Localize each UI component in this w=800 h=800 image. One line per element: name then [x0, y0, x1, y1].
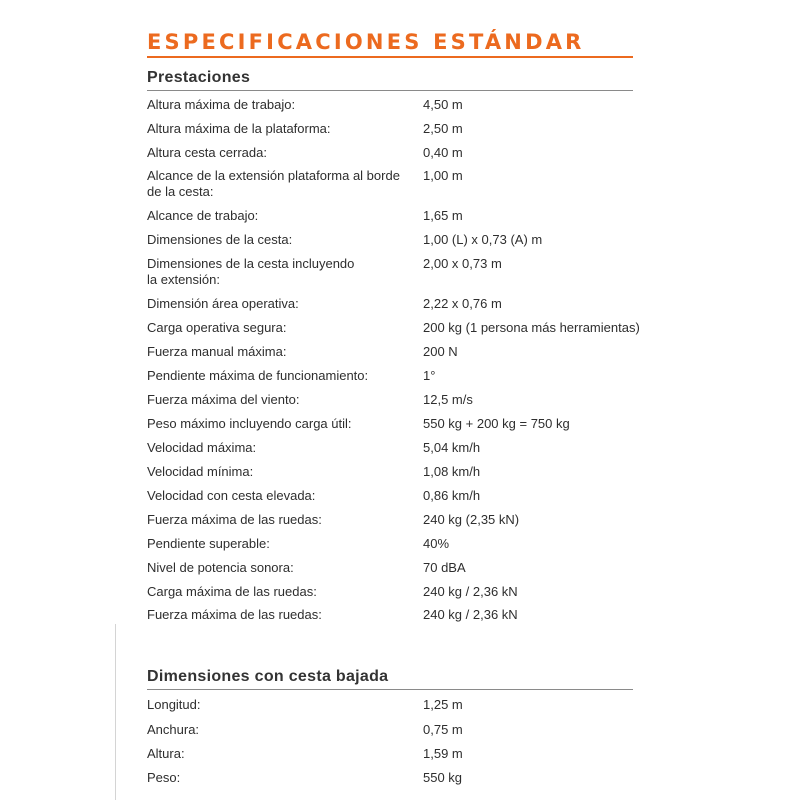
spec-value: 0,40 m: [423, 145, 463, 160]
spec-value: 5,04 km/h: [423, 440, 481, 455]
spec-value: 550 kg + 200 kg = 750 kg: [423, 416, 570, 431]
section-dimensiones: [147, 667, 633, 794]
spec-value: 240 kg / 2,36 kN: [423, 584, 518, 599]
spec-row: [147, 607, 633, 630]
spec-value: 200 kg (1 persona más herramientas): [423, 320, 640, 335]
spec-label: Alcance de la extensión plataforma al borde de la cesta:: [147, 168, 400, 199]
spec-row: [147, 440, 633, 464]
spec-value: 1,08 km/h: [423, 464, 481, 479]
section-prestaciones: [147, 68, 640, 630]
title-underline: [147, 56, 633, 58]
spec-label: Longitud:: [147, 697, 201, 712]
spec-label: Velocidad máxima:: [147, 440, 257, 455]
spec-row: [147, 296, 633, 320]
spec-value: 12,5 m/s: [423, 392, 473, 407]
spec-label: Pendiente máxima de funcionamiento:: [147, 368, 369, 383]
section-heading: Dimensiones con cesta bajada: [147, 667, 633, 690]
spec-label: Fuerza máxima de las ruedas:: [147, 607, 322, 622]
spec-label: Dimensiones de la cesta incluyendo la extensión:: [147, 256, 355, 287]
spec-value: 1,65 m: [423, 208, 463, 223]
spec-label: Altura máxima de la plataforma:: [147, 121, 331, 136]
page-title: ESPECIFICACIONES ESTÁNDAR: [147, 30, 585, 54]
spec-value: 1,59 m: [423, 746, 463, 761]
margin-divider: [115, 624, 116, 800]
spec-value: 240 kg / 2,36 kN: [423, 607, 518, 622]
spec-label: Nivel de potencia sonora:: [147, 560, 294, 575]
spec-row: [147, 168, 633, 208]
spec-row: [147, 746, 633, 770]
spec-row: [147, 97, 633, 121]
spec-value: 200 N: [423, 344, 458, 359]
spec-value: 240 kg (2,35 kN): [423, 512, 520, 527]
spec-label: Altura:: [147, 746, 185, 761]
spec-label: Altura cesta cerrada:: [147, 145, 267, 160]
spec-label: Fuerza máxima del viento:: [147, 392, 300, 407]
section-heading: Prestaciones: [147, 68, 633, 91]
spec-value: 1°: [423, 368, 436, 383]
spec-row: [147, 232, 633, 256]
spec-label: Pendiente superable:: [147, 536, 270, 551]
spec-row: [147, 584, 633, 607]
spec-value: 40%: [423, 536, 450, 551]
spec-row: [147, 722, 633, 746]
spec-row: [147, 208, 633, 232]
spec-label: Velocidad con cesta elevada:: [147, 488, 316, 503]
spec-label: Fuerza máxima de las ruedas:: [147, 512, 322, 527]
spec-label: Fuerza manual máxima:: [147, 344, 287, 359]
spec-value: 1,00 m: [423, 168, 463, 183]
spec-value: 2,22 x 0,76 m: [423, 296, 502, 311]
spec-value: 2,00 x 0,73 m: [423, 256, 502, 271]
spec-value: 2,50 m: [423, 121, 463, 136]
spec-row: [147, 344, 633, 368]
spec-label: Carga operativa segura:: [147, 320, 287, 335]
spec-label: Dimensión área operativa:: [147, 296, 299, 311]
spec-label: Altura máxima de trabajo:: [147, 97, 296, 112]
spec-value: 550 kg: [423, 770, 463, 785]
spec-label: Peso:: [147, 770, 181, 785]
spec-row: [147, 416, 633, 440]
spec-label: Carga máxima de las ruedas:: [147, 584, 317, 599]
spec-row: [147, 320, 640, 344]
spec-value: 1,25 m: [423, 697, 463, 712]
spec-label: Peso máximo incluyendo carga útil:: [147, 416, 352, 431]
spec-label: Velocidad mínima:: [147, 464, 254, 479]
spec-row: [147, 770, 633, 794]
spec-row: [147, 256, 633, 296]
spec-row: [147, 536, 633, 560]
spec-row: [147, 560, 633, 584]
spec-row: [147, 512, 633, 536]
spec-label: Alcance de trabajo:: [147, 208, 259, 223]
spec-row: [147, 488, 633, 512]
spec-row: [147, 392, 633, 416]
spec-row: [147, 697, 633, 722]
spec-value: 4,50 m: [423, 97, 463, 112]
spec-row: [147, 464, 633, 488]
spec-label: Anchura:: [147, 722, 200, 737]
spec-row: [147, 145, 633, 168]
spec-label: Dimensiones de la cesta:: [147, 232, 293, 247]
spec-value: 0,86 km/h: [423, 488, 481, 503]
spec-value: 1,00 (L) x 0,73 (A) m: [423, 232, 543, 247]
spec-row: [147, 368, 633, 392]
spec-value: 0,75 m: [423, 722, 463, 737]
spec-row: [147, 121, 633, 145]
spec-value: 70 dBA: [423, 560, 466, 575]
